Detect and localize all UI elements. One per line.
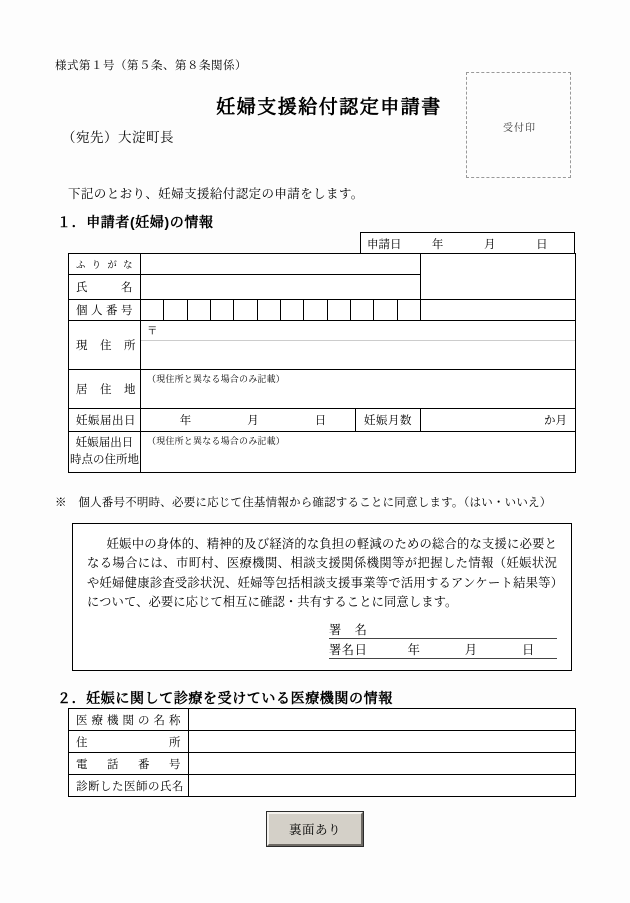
medical-institution-table: [68, 708, 576, 797]
consent-paragraph: 妊娠中の身体的、精神的及び経済的な負担の軽減のための総合的な支援に必要となる場合には、市町村、医療機関、相談支援関係機関等が把握した情報（妊娠状況や妊婦健康診査受診状況、妊婦等包括相談支援事業等で活用するアンケート結果等）について、必要に応じて相互に確認・共有することに同意します。: [87, 537, 557, 610]
medical-address-label: 住所: [69, 731, 189, 753]
my-number-digit[interactable]: [188, 300, 211, 320]
current-address-label: 現 住 所: [69, 321, 141, 370]
medical-name-input[interactable]: [189, 709, 576, 731]
application-date-cell[interactable]: [361, 233, 575, 255]
section-1-heading: １．申請者(妊婦)の情報: [57, 214, 214, 230]
application-day-unit: 日: [536, 238, 548, 251]
lead-text: 下記のとおり、妊婦支援給付認定の申請をします。: [68, 187, 364, 201]
residence-note: （現住所と異なる場合のみ記載）: [147, 374, 286, 384]
medical-name-label: 医療機関の名称: [69, 709, 189, 731]
medical-phone-input[interactable]: [189, 753, 576, 775]
application-date-table: [360, 232, 575, 255]
signature-area: [329, 619, 557, 659]
receipt-stamp-box: [466, 72, 571, 178]
table-row-current-address: [69, 321, 576, 370]
table-row: [69, 709, 576, 731]
table-row-mynumber: [69, 300, 576, 321]
back-side-button[interactable]: 裏面あり: [267, 812, 363, 846]
residence-input[interactable]: [141, 370, 576, 409]
form-number: 様式第１号（第５条、第８条関係）: [55, 60, 247, 72]
my-number-digit[interactable]: [304, 300, 327, 320]
page-title: 妊婦支援給付認定申請書: [216, 97, 442, 118]
pregnancy-day-unit: 日: [314, 415, 327, 427]
postal-mark-icon: 〒: [147, 326, 158, 337]
phone-value[interactable]: [421, 300, 576, 321]
address-at-report-label-line1: 妊娠届出日: [75, 437, 134, 450]
my-number-digit[interactable]: [234, 300, 257, 320]
address-at-report-label: [69, 432, 141, 473]
pregnancy-months-input[interactable]: [421, 409, 576, 432]
section-2-heading: ２．妊娠に関して診療を受けている医療機関の情報: [57, 690, 393, 706]
doctor-name-label: 診断した医師の氏名: [69, 775, 189, 797]
address-divider: [141, 340, 575, 341]
my-number-digit-grid: [141, 300, 420, 320]
my-number-input[interactable]: [141, 300, 421, 321]
signature-row[interactable]: [329, 619, 557, 639]
address-at-report-label-line2: 時点の住所地: [70, 454, 139, 466]
doctor-name-input[interactable]: [189, 775, 576, 797]
pregnancy-report-date-label: 妊娠届出日: [69, 409, 141, 432]
addressee: （宛先）大淀町長: [62, 130, 174, 145]
residence-label: 居 住 地: [69, 370, 141, 409]
signature-label: 署 名: [329, 622, 368, 637]
my-number-digit[interactable]: [141, 300, 164, 320]
signature-date-label: 署名日: [329, 642, 368, 657]
table-row-pregnancy-report: [69, 409, 576, 432]
table-row: [69, 775, 576, 797]
my-number-digit[interactable]: [281, 300, 304, 320]
medical-address-input[interactable]: [189, 731, 576, 753]
application-year-unit: 年: [431, 238, 444, 251]
furigana-label: ふりがな: [69, 254, 141, 275]
my-number-digit[interactable]: [328, 300, 351, 320]
signature-day-unit: 日: [521, 642, 535, 657]
receipt-stamp-label: 受付印: [503, 123, 536, 134]
applicant-info-table: [68, 253, 576, 473]
application-date-label: 申請日: [367, 238, 402, 251]
signature-year-unit: 年: [407, 642, 421, 657]
table-row-residence: [69, 370, 576, 409]
pregnancy-month-unit: 月: [247, 415, 259, 427]
consent-box: [72, 523, 572, 671]
table-row-address-at-report: [69, 432, 576, 473]
application-month-unit: 月: [483, 238, 496, 251]
table-row: [69, 731, 576, 753]
my-number-digit[interactable]: [374, 300, 397, 320]
my-number-label: 個人番号: [69, 300, 141, 321]
months-unit: か月: [544, 415, 567, 427]
pregnancy-report-date-input[interactable]: [141, 409, 356, 432]
name-label: 氏 名: [69, 275, 141, 300]
my-number-consent-note: ※ 個人番号不明時、必要に応じて住基情報から確認することに同意します。（はい・いいえ）: [55, 497, 552, 509]
pregnancy-year-unit: 年: [179, 415, 192, 427]
my-number-digit[interactable]: [211, 300, 234, 320]
birth-date-value[interactable]: [421, 254, 576, 300]
address-at-report-note: （現住所と異なる場合のみ記載）: [147, 436, 286, 446]
my-number-digit[interactable]: [398, 300, 420, 320]
signature-month-unit: 月: [464, 642, 478, 657]
my-number-digit[interactable]: [164, 300, 187, 320]
pregnancy-months-label: 妊娠月数: [356, 409, 421, 432]
furigana-input[interactable]: [141, 254, 421, 275]
table-row-furigana: [69, 254, 576, 275]
name-input[interactable]: [141, 275, 421, 300]
my-number-digit[interactable]: [258, 300, 281, 320]
address-at-report-input[interactable]: [141, 432, 576, 473]
signature-date-row[interactable]: [329, 639, 557, 659]
table-row: [69, 753, 576, 775]
my-number-digit[interactable]: [351, 300, 374, 320]
medical-phone-label: 電話番号: [69, 753, 189, 775]
current-address-input[interactable]: [141, 321, 576, 370]
table-row: [361, 233, 575, 255]
